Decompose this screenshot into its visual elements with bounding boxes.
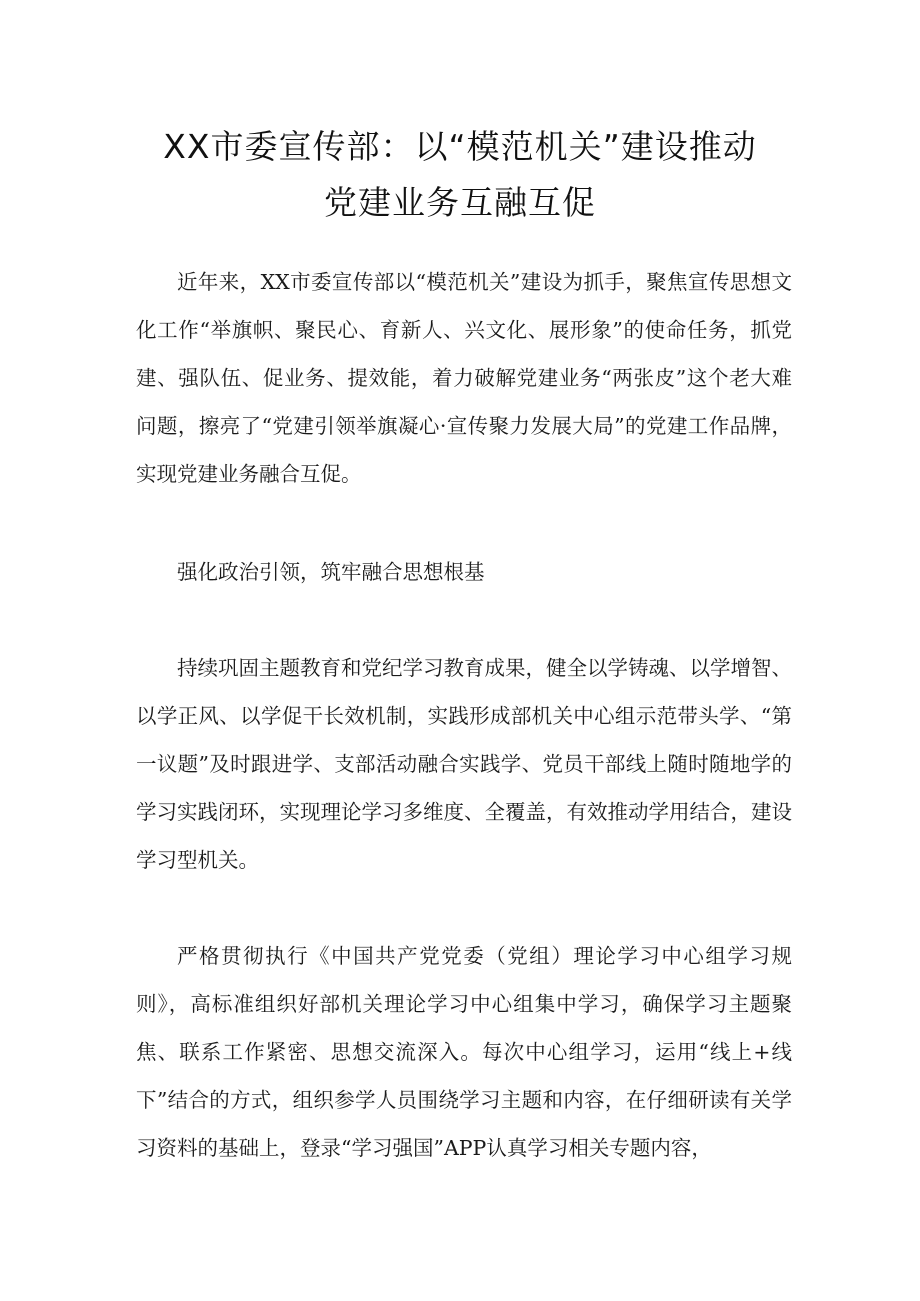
body-paragraph-2: 严格贯彻执行《中国共产党党委（党组）理论学习中心组学习规则》，高标准组织好部机关理论学习中心组集中学习，确保学习主题聚焦、联系工作紧密、思想交流深入。每次中心组学习，运用“线上+线下”结合的方式，组织参学人员围绕学习主题和内容，在仔细研读有关学习资料的基础上，登录“学习强国”APP认真学习相关专题内容， — [136, 944, 792, 1160]
body-paragraph-1: 持续巩固主题教育和党纪学习教育成果，健全以学铸魂、以学增智、以学正风、以学促干长效机制，实践形成部机关中心组示范带头学、“第一议题”及时跟进学、支部活动融合实践学、党员干部线上随时随地学的学习实践闭环，实现理论学习多维度、全覆盖，有效推动学用结合，建设学习型机关。 — [136, 656, 792, 872]
document-title-line-1: XX市委宣传部：以“模范机关”建设推动 — [163, 127, 757, 166]
intro-paragraph: 近年来，XX市委宣传部以“模范机关”建设为抓手，聚焦宣传思想文化工作“举旗帜、聚民心、育新人、兴文化、展形象”的使命任务，抓党建、强队伍、促业务、提效能，着力破解党建业务“两张皮”这个老大难问题，擦亮了“党建引领举旗凝心·宣传聚力发展大局”的党建工作品牌，实现党建业务融合互促。 — [136, 270, 792, 486]
section-heading: 强化政治引领，筑牢融合思想根基 — [177, 560, 485, 584]
document-title-line-2: 党建业务互融互促 — [324, 183, 596, 222]
